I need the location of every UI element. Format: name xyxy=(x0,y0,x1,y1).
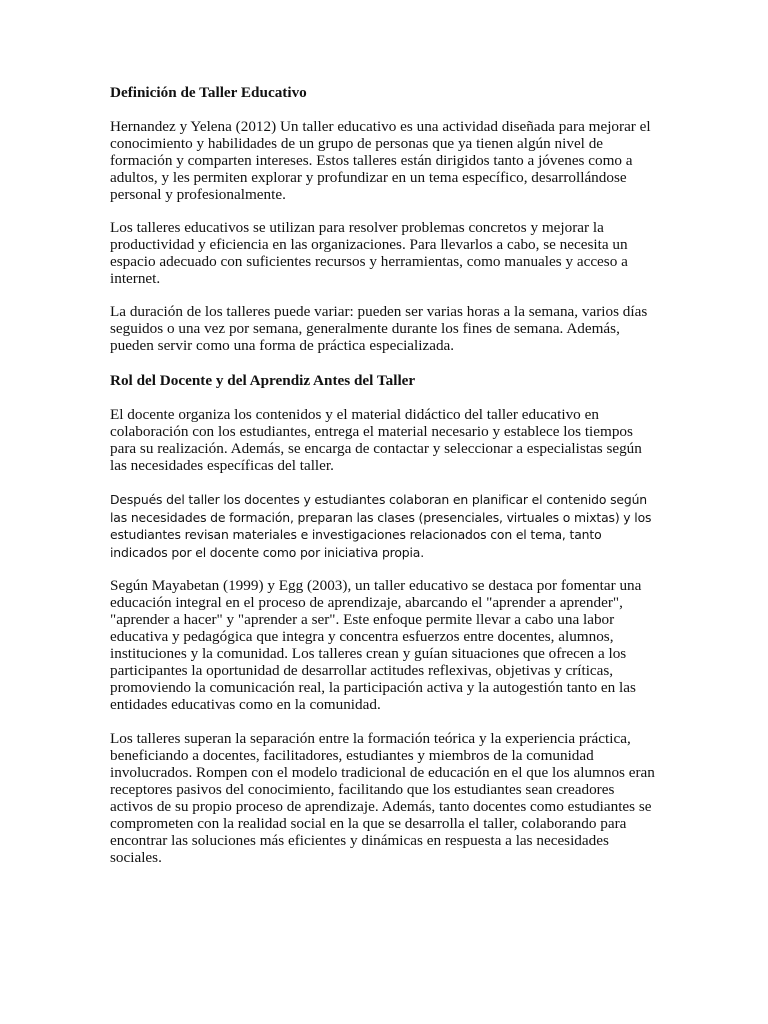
paragraph-mayabetan-egg: Según Mayabetan (1999) y Egg (2003), un taller educativo se destaca por fomentar una educación integral en el proceso de aprendizaje, abarcando el "aprender a aprender", "aprender a hacer" y "aprender a ser". Este enfoque permite llevar a cabo una labor educativa y pedagógica que integra y concentra esfuerzos entre docentes, alumnos, instituciones y la comunidad. Los talleres crean y guían situaciones que ofrecen a los participantes la oportunidad de desarrollar actitudes reflexivas, objetivas y críticas, promoviendo la comunicación real, la participación activa y la autogestión tanto en las entidades educativas como en la comunidad. xyxy=(110,577,642,714)
paragraph-duracion: La duración de los talleres puede variar: pueden ser varias horas a la semana, varios días seguidos o una vez por semana, generalmente durante los fines de semana. Además, pueden servir como una forma de práctica especializada. xyxy=(110,303,648,354)
section-heading-definicion: Definición de Taller Educativo xyxy=(110,84,307,101)
paragraph-despues-taller: Después del taller los docentes y estudiantes colaboran en planificar el contenido según las necesidades de formación, preparan las clases (presenciales, virtuales o mixtas) y los estudiantes revisan materiales e investigaciones relacionados con el tema, tanto indicados por el docente como por iniciativa propia. xyxy=(110,492,652,560)
paragraph-rol-docente: El docente organiza los contenidos y el material didáctico del taller educativo en colaboración con los estudiantes, entrega el material necesario y establece los tiempos para su realización. Además, se encarga de contactar y seleccionar a especialistas según las necesidades específicas del taller. xyxy=(110,406,642,474)
section-heading-rol-docente: Rol del Docente y del Aprendiz Antes del Taller xyxy=(110,372,416,389)
paragraph-teoria-practica: Los talleres superan la separación entre la formación teórica y la experiencia práctica, beneficiando a docentes, facilitadores, estudiantes y miembros de la comunidad involucrados. Rompen con el modelo tradicional de educación en el que los alumnos eran receptores pasivos del conocimiento, facilitando que los estudiantes sean creadores activos de su propio proceso de aprendizaje. Además, tanto docentes como estudiantes se comprometen con la realidad social en la que se desarrolla el taller, colaborando para encontrar las soluciones más eficientes y dinámicas en respuesta a las necesidades sociales. xyxy=(110,730,655,867)
paragraph-usos: Los talleres educativos se utilizan para resolver problemas concretos y mejorar la productividad y eficiencia en las organizaciones. Para llevarlos a cabo, se necesita un espacio adecuado con suficientes recursos y herramientas, como manuales y acceso a internet. xyxy=(110,219,628,287)
paragraph-definicion: Hernandez y Yelena (2012) Un taller educativo es una actividad diseñada para mejorar el conocimiento y habilidades de un grupo de personas que ya tienen algún nivel de formación y comparten intereses. Estos talleres están dirigidos tanto a jóvenes como a adultos, y les permiten explorar y profundizar en un tema específico, desarrollándose personal y profesionalmente. xyxy=(110,118,651,203)
document-page xyxy=(110,84,660,866)
